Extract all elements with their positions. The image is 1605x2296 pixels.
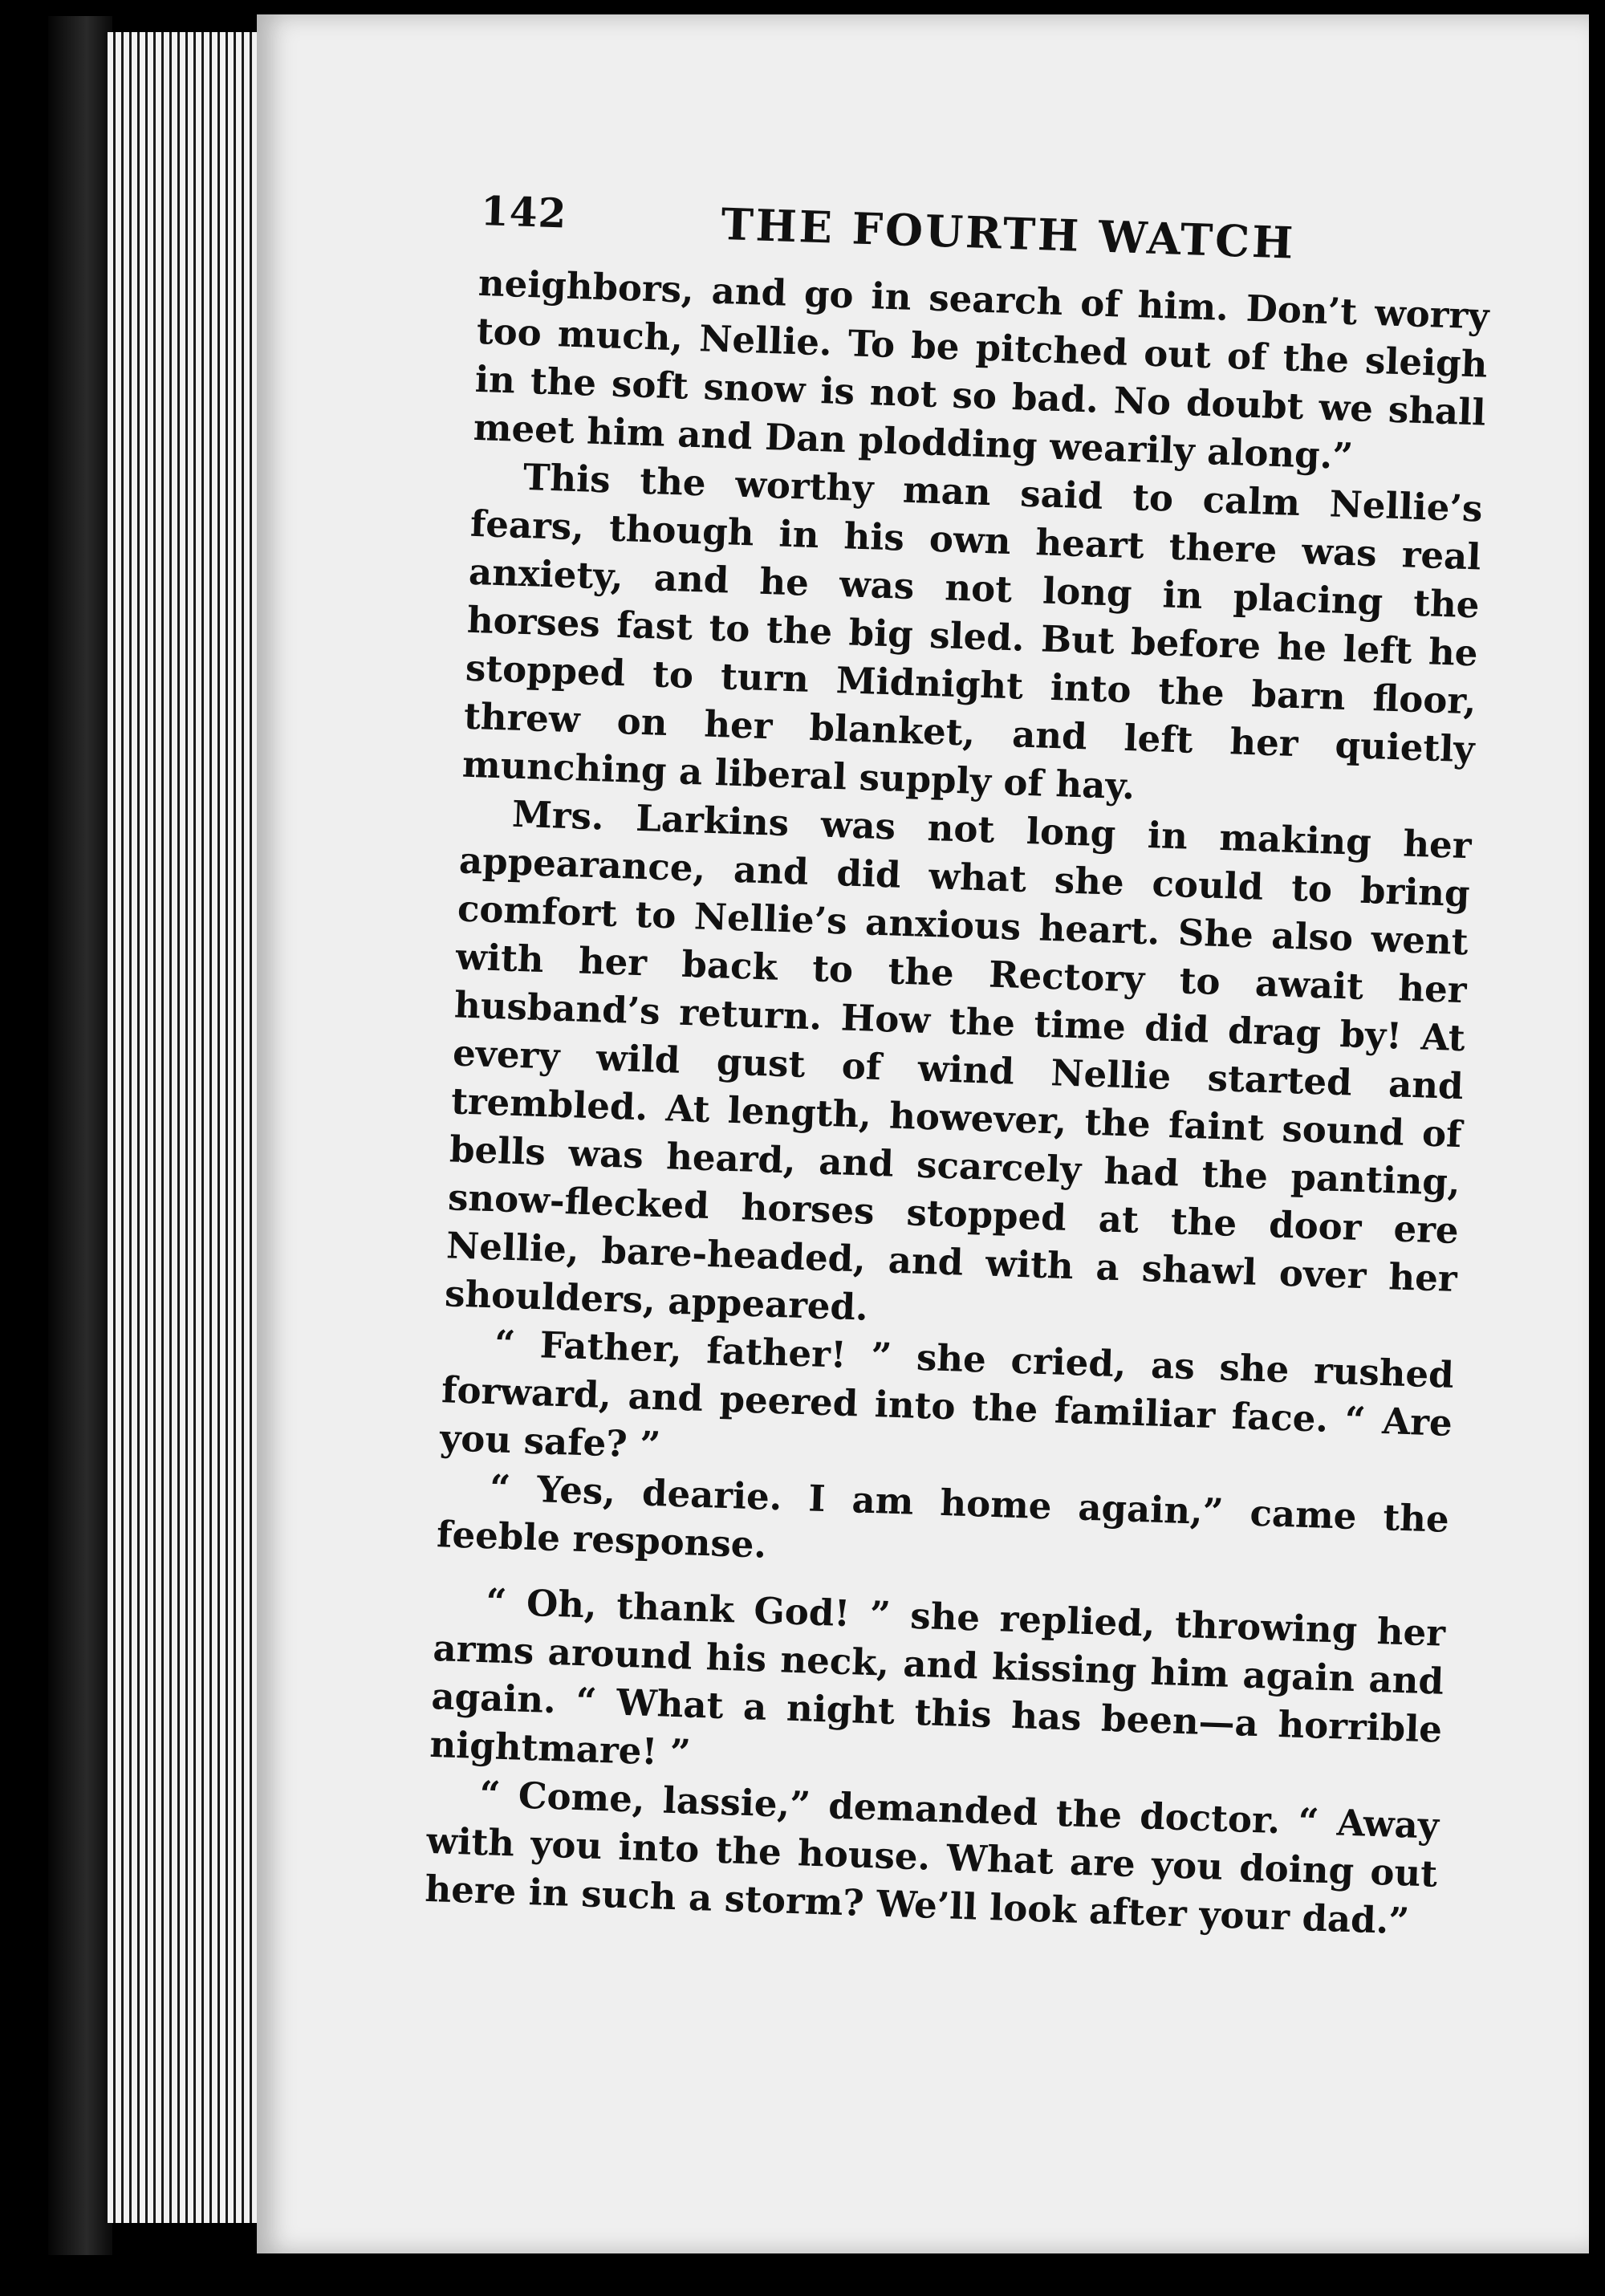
- running-title: THE FOURTH WATCH: [720, 197, 1297, 269]
- page-content: [425, 187, 1605, 1957]
- paragraph-3: Mrs. Larkins was not long in making her appearance, and did what she could to bring comfort to Nellie’s anxious heart. She also went with her back to the Rectory to await her husband’s return. How the time did drag by! At every wild gust of wind Nellie started and trembled. At length, however, the faint sound of bells was heard, and scarcely had the panting, snow-flecked horses stopped at the door ere Nellie, bare-headed, and with a shawl over her shoulders, appeared.: [444, 792, 1473, 1329]
- page-number: 142: [480, 187, 568, 238]
- paragraph-7: “ Come, lassie,” demanded the doctor. “ Away with you into the house. What are you doing out here in such a storm? We’ll look after your dad.”: [424, 1773, 1440, 1943]
- book-page: [257, 14, 1589, 2253]
- paragraph-1: neighbors, and go in search of him. Don’t worry too much, Nellie. To be pitched out of the sleigh in the soft snow is not so bad. No doubt we shall meet him and Dan plodding wearily along.”: [473, 261, 1490, 478]
- paragraph-5: “ Yes, dearie. I am home again,” came the feeble response.: [436, 1466, 1450, 1567]
- paragraph-2: This the worthy man said to calm Nellie’s fears, though in his own heart there was real anxiety, and he was not long in placing the horses fast to the big sled. But before he left he stopped to turn Midnight into the barn floor, threw on her blanket, and left her quietly munching a liberal supply of hay.: [461, 455, 1484, 808]
- body-text: [425, 259, 1490, 1947]
- page-edges: [104, 32, 268, 2223]
- paragraph-6: “ Oh, thank God! ” she replied, throwing her arms around his neck, and kissing him again and again. “ What a night this has been—a horrible nightmare! ”: [429, 1580, 1446, 1774]
- book-spine-shadow: [48, 16, 112, 2255]
- paragraph-4: “ Father, father! ” she cried, as she rushed forward, and peered into the familiar face. “ Are you safe? ”: [439, 1322, 1455, 1467]
